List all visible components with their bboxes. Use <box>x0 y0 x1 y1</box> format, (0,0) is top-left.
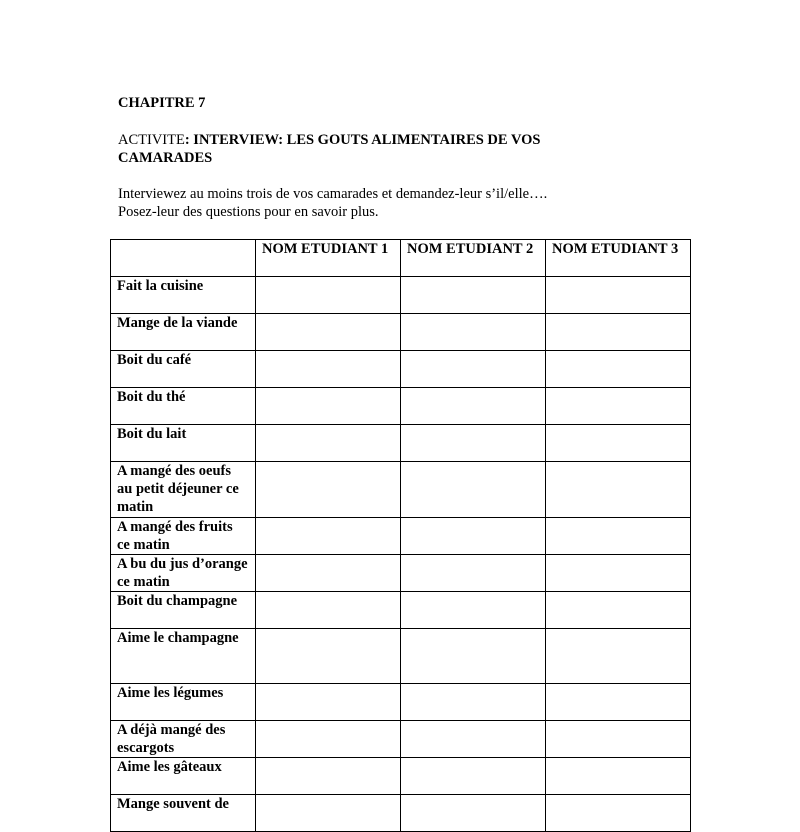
row-question: Boit du thé <box>111 388 256 425</box>
answer-cell[interactable] <box>401 314 546 351</box>
header-blank-cell <box>111 240 256 277</box>
answer-cell[interactable] <box>256 462 401 518</box>
answer-cell[interactable] <box>546 388 691 425</box>
row-question: Aime le champagne <box>111 629 256 684</box>
table-row <box>111 462 691 518</box>
table-row <box>111 388 691 425</box>
row-question: Boit du champagne <box>111 592 256 629</box>
answer-cell[interactable] <box>401 518 546 555</box>
answer-cell[interactable] <box>401 684 546 721</box>
answer-cell[interactable] <box>546 795 691 832</box>
answer-cell[interactable] <box>401 758 546 795</box>
answer-cell[interactable] <box>401 592 546 629</box>
row-question: Aime les gâteaux <box>111 758 256 795</box>
answer-cell[interactable] <box>546 684 691 721</box>
answer-cell[interactable] <box>401 629 546 684</box>
table-row <box>111 314 691 351</box>
answer-cell[interactable] <box>256 795 401 832</box>
table-row <box>111 795 691 832</box>
answer-cell[interactable] <box>256 277 401 314</box>
table-row <box>111 277 691 314</box>
answer-cell[interactable] <box>546 425 691 462</box>
answer-cell[interactable] <box>546 592 691 629</box>
answer-cell[interactable] <box>546 555 691 592</box>
row-question: A bu du jus d’orange ce matin <box>111 555 256 592</box>
instructions <box>118 185 678 221</box>
answer-cell[interactable] <box>256 758 401 795</box>
answer-cell[interactable] <box>546 462 691 518</box>
answer-cell[interactable] <box>546 629 691 684</box>
chapter-heading: CHAPITRE 7 <box>118 95 206 111</box>
table-row <box>111 425 691 462</box>
answer-cell[interactable] <box>401 462 546 518</box>
answer-cell[interactable] <box>546 277 691 314</box>
row-question: Aime les légumes <box>111 684 256 721</box>
answer-cell[interactable] <box>256 592 401 629</box>
table-row <box>111 555 691 592</box>
answer-cell[interactable] <box>546 314 691 351</box>
table-row <box>111 629 691 684</box>
answer-cell[interactable] <box>401 721 546 758</box>
table-header-row <box>111 240 691 277</box>
table-row <box>111 351 691 388</box>
table-row <box>111 592 691 629</box>
row-question: Mange de la viande <box>111 314 256 351</box>
answer-cell[interactable] <box>546 518 691 555</box>
answer-cell[interactable] <box>546 351 691 388</box>
interview-table <box>110 239 691 832</box>
row-question: Boit du lait <box>111 425 256 462</box>
answer-cell[interactable] <box>256 314 401 351</box>
answer-cell[interactable] <box>256 684 401 721</box>
activity-lead: ACTIVITE <box>118 132 185 148</box>
answer-cell[interactable] <box>546 721 691 758</box>
answer-cell[interactable] <box>256 425 401 462</box>
row-question: A mangé des fruits ce matin <box>111 518 256 555</box>
answer-cell[interactable] <box>401 425 546 462</box>
row-question: Boit du café <box>111 351 256 388</box>
table-row <box>111 684 691 721</box>
header-student-3: NOM ETUDIANT 3 <box>546 240 691 277</box>
activity-heading <box>118 131 638 167</box>
row-question: Fait la cuisine <box>111 277 256 314</box>
table-row <box>111 758 691 795</box>
instructions-line-1: Interviewez au moins trois de vos camarades et demandez-leur s’il/elle…. <box>118 186 548 202</box>
answer-cell[interactable] <box>401 795 546 832</box>
answer-cell[interactable] <box>256 388 401 425</box>
answer-cell[interactable] <box>256 721 401 758</box>
answer-cell[interactable] <box>401 388 546 425</box>
answer-cell[interactable] <box>401 351 546 388</box>
answer-cell[interactable] <box>256 351 401 388</box>
header-student-1: NOM ETUDIANT 1 <box>256 240 401 277</box>
answer-cell[interactable] <box>401 277 546 314</box>
answer-cell[interactable] <box>256 518 401 555</box>
table-row <box>111 721 691 758</box>
activity-title: : INTERVIEW: LES GOUTS ALIMENTAIRES DE VOS CAMARADES <box>118 132 541 166</box>
row-question: A mangé des oeufs au petit déjeuner ce matin <box>111 462 256 518</box>
answer-cell[interactable] <box>256 629 401 684</box>
header-student-2: NOM ETUDIANT 2 <box>401 240 546 277</box>
answer-cell[interactable] <box>401 555 546 592</box>
table-row <box>111 518 691 555</box>
answer-cell[interactable] <box>546 758 691 795</box>
answer-cell[interactable] <box>256 555 401 592</box>
row-question: Mange souvent de <box>111 795 256 832</box>
instructions-line-2: Posez-leur des questions pour en savoir plus. <box>118 204 379 220</box>
row-question: A déjà mangé des escargots <box>111 721 256 758</box>
